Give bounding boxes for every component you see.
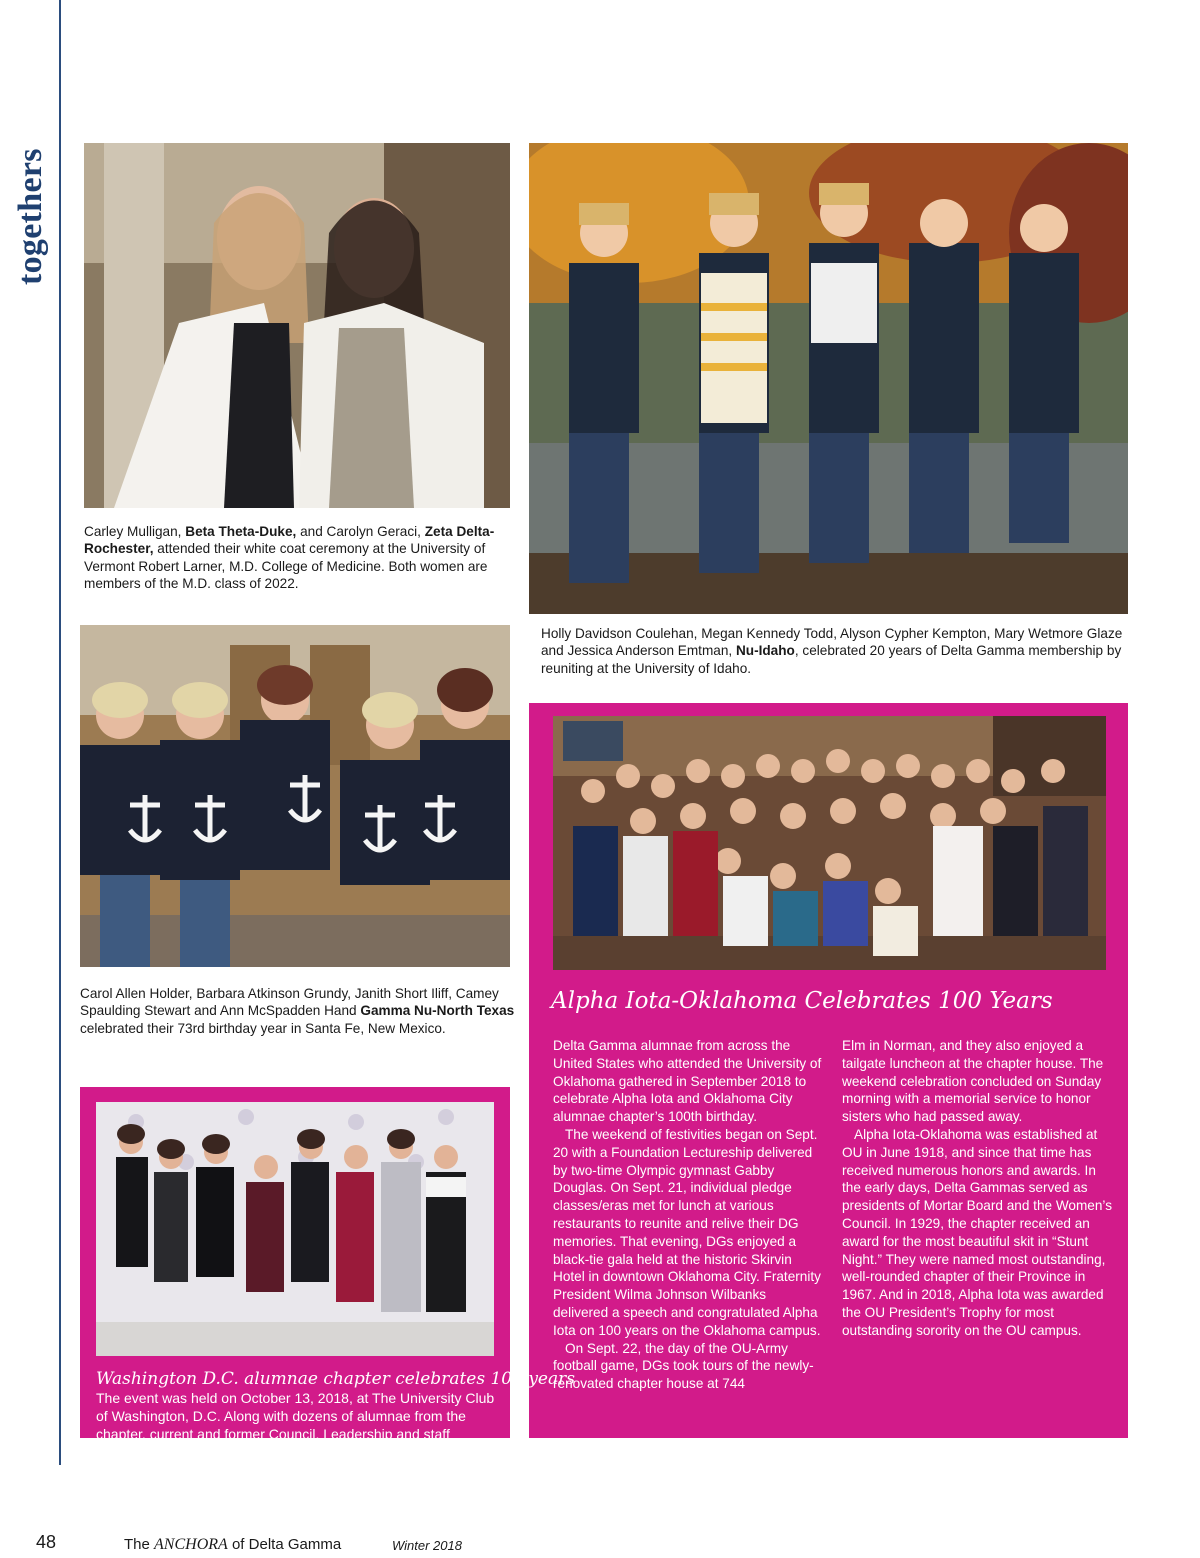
caption-text: and Carolyn Geraci, [296, 524, 425, 539]
oklahoma-paragraph: On Sept. 22, the day of the OU-Army football game, DGs took tours of the newly-renovated chapter house at 744 [553, 1340, 814, 1392]
caption-text: Carley Mulligan, [84, 524, 186, 539]
page-number: 48 [36, 1532, 57, 1552]
publication-name: ANCHORA [154, 1536, 228, 1553]
publication-title [124, 1536, 341, 1554]
texas-caption [80, 985, 515, 1037]
white-coat-ceremony-photo [84, 143, 510, 508]
oklahoma-group-photo [553, 716, 1106, 970]
idaho-caption [541, 625, 1131, 677]
section-label-bold: togethers [12, 148, 49, 285]
oklahoma-paragraph: Elm in Norman, and they also enjoyed a tailgate luncheon at the chapter house. The weekend celebration concluded on Sunday morning with a memorial service to honor sisters who had passed away. [842, 1038, 1104, 1125]
section-label [0, 0, 60, 320]
publication-suffix: of Delta Gamma [227, 1536, 342, 1553]
chapter-name: Gamma Nu-North Texas [360, 1003, 515, 1019]
oklahoma-title: Alpha Iota-Oklahoma Celebrates 100 Years [551, 988, 1053, 1014]
caption-text: celebrated their 73rd birthday year in Santa Fe, New Mexico. [80, 1020, 446, 1036]
oklahoma-paragraph: Alpha Iota-Oklahoma was established at OU in June 1918, and since that time has received numerous honors and awards. In the early days, Delta Gammas served as presidents of Mortar Board and the Women’s Council. In 1929, the chapter received an award for the most beautiful skit in “Stunt Night.” They were named most outstanding, well-rounded chapter of their Province in 1967. And in 2018, Alpha Iota was awarded the OU President’s Trophy for most outstanding sorority on the OU campus. [842, 1126, 1113, 1338]
caption-text: Carol Allen Holder, Barbara Atkinson Grundy, Janith Short Iliff, Camey Spaulding Stewart and Ann McSpadden Hand [80, 986, 499, 1019]
dc-body: The event was held on October 13, 2018, at The University Club of Washington, D.C. Along with dozens of alumnae from the chapter, current and former Council, Leadership and staff members joined in the celebration. [96, 1390, 495, 1460]
oklahoma-column-1 [553, 1037, 823, 1393]
white-coat-caption [84, 523, 514, 592]
chapter-name: Nu-Idaho [735, 643, 795, 659]
anchor-shirts-photo [80, 625, 510, 967]
idaho-reunion-photo [529, 143, 1128, 614]
dc-celebration-photo [96, 1102, 494, 1356]
publication-prefix: The [124, 1536, 155, 1553]
dc-title: Washington D.C. alumnae chapter celebrates 100 years [96, 1369, 575, 1389]
oklahoma-paragraph: The weekend of festivities began on Sept. 20 with a Foundation Lectureship delivered by two-time Olympic gymnast Gabby Douglas. On Sept. 21, individual pledge classes/eras met for lunch at various restaurants to reunite and relive their DG memories. That evening, DGs enjoyed a black-tie gala held at the historic Skirvin Hotel in downtown Oklahoma City. Fraternity President Wilma Johnson Wilbanks delivered a speech and congratulated Alpha Iota on 100 years on the Oklahoma campus. [553, 1126, 821, 1338]
oklahoma-paragraph: Delta Gamma alumnae from across the United States who attended the University of Oklahoma gathered in September 2018 to celebrate Alpha Iota and Oklahoma City alumnae chapter’s 100th birthday. [553, 1038, 822, 1125]
issue-date: Winter 2018 [392, 1538, 462, 1553]
caption-text: attended their white coat ceremony at the University of Vermont Robert Larner, M.D. College of Medicine. Both women are members of the M.D. class of 2022. [84, 541, 488, 591]
caption-text: Holly Davidson Coulehan, Megan Kennedy Todd, Alyson Cypher Kempton, Mary Wetmore Glaze and Jessica Anderson Emtman, [541, 626, 1123, 659]
chapter-name: Beta Theta-Duke, [185, 524, 297, 539]
chapter-name: Zeta Delta-Rochester, [84, 524, 495, 557]
oklahoma-column-2 [842, 1037, 1116, 1340]
caption-text: , celebrated 20 years of Delta Gamma membership by reuniting at the University of Idaho. [541, 643, 1122, 676]
